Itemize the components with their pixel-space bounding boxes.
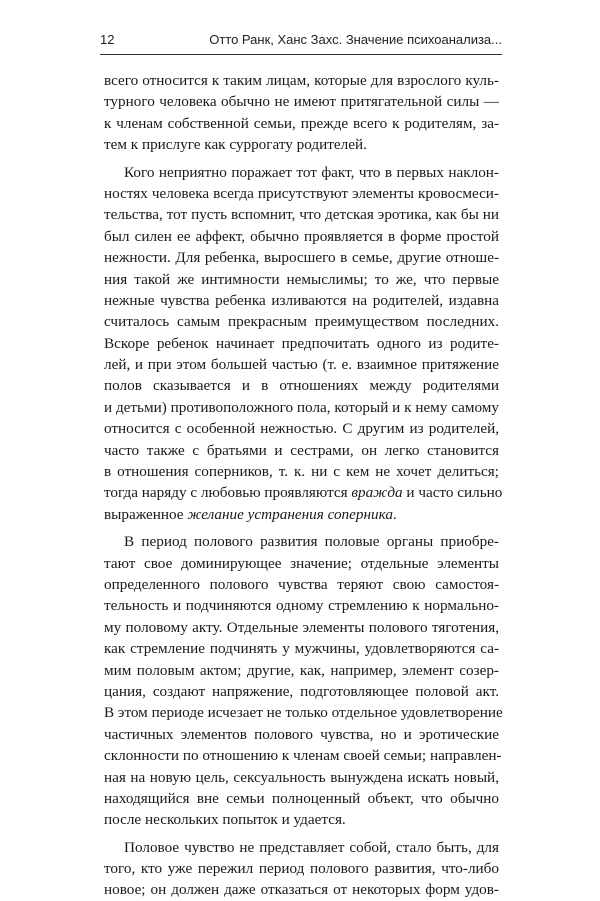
page-number: 12 (100, 32, 115, 47)
text-line: нежные чувства ребенка изливаются на родителей, издавна (104, 291, 499, 309)
text-line: Половое чувство не представляет собой, стало быть, для (124, 838, 499, 856)
text-line: склонности по отношению к членам своей семьи; направлен- (104, 747, 502, 765)
text-line: часто также с братьями и сестрами, он легко становится (104, 441, 499, 459)
text-line: ния такой же интимности немыслимы; то же, что первые (104, 270, 499, 288)
text-line: новое; он должен даже отказаться от некоторых форм удов- (104, 881, 499, 899)
text-line: В период полового развития половые органы приобре- (124, 533, 499, 551)
text-run: и часто сильно (402, 484, 503, 502)
text-line: Кого неприятно поражает тот факт, что в первых наклон- (124, 163, 499, 181)
text-line: Вскоре ребенок начинает предпочитать одного из родите- (104, 334, 499, 352)
text-line (104, 504, 499, 525)
text-line: В этом периоде исчезает не только отдельное удовлетворение (104, 704, 503, 722)
text-line: и детьми) противоположного пола, который и к нему самому (104, 398, 499, 416)
paragraph-4 (104, 837, 499, 901)
text-line: лей, и при этом большей частью (т. е. взаимное притяжение (104, 356, 499, 374)
paragraph-3 (104, 531, 503, 830)
text-line: всего относится к таким лицам, которые для взрослого куль- (104, 72, 499, 89)
text-line: тем к прислуге как суррогату родителей. (104, 136, 367, 154)
text-line: как стремление подчинять у мужчины, удовлетворяются са- (104, 640, 499, 658)
text-line: к членам собственной семьи, прежде всего к родителям, за- (104, 114, 499, 132)
text-line: ностях человека всегда присутствуют элементы кровосмеси- (104, 184, 499, 202)
text-line (104, 482, 503, 503)
running-head (100, 30, 502, 55)
text-run: выраженное (104, 505, 188, 523)
body-text (104, 70, 503, 901)
text-line: мим половым актом; другие, как, например, элемент созер- (104, 661, 499, 679)
paragraph-1 (104, 70, 499, 156)
text-line: определенного полового чувства теряют свою самостоя- (104, 575, 499, 593)
text-line: тают свое доминирующее значение; отдельные элементы (104, 554, 499, 572)
text-line: тельства, тот пусть вспомнит, что детская эротика, как бы ни (104, 206, 499, 224)
text-line: того, кто уже пережил период полового развития, что-либо (104, 860, 499, 878)
text-run: тогда наряду с любовью проявляются (104, 484, 352, 502)
text-line: полов сказывается и в отношениях между родителями (104, 377, 499, 395)
text-line: находящийся вне семьи полноценный объект, что обычно (104, 789, 499, 807)
text-line: цания, создают напряжение, подготовляющее половой акт. (104, 682, 499, 700)
text-line: турного человека обычно не имеют притягательной силы — (104, 93, 499, 111)
text-run: . (392, 505, 397, 523)
italic-emphasis: желание устранения соперника (187, 505, 393, 523)
text-line: частичных элементов полового чувства, но и эротические (104, 725, 499, 743)
text-line: ная на новую цель, сексуальность вынуждена искать новый, (104, 768, 499, 786)
text-line: относится с особенной нежностью. С другим из родителей, (104, 420, 499, 438)
paragraph-2 (104, 162, 503, 526)
text-line: считалось самым прекрасным преимуществом последних. (104, 313, 499, 331)
text-line: нежности. Для ребенка, выросшего в семье, другие отноше- (104, 249, 499, 267)
text-line: тельность и подчиняются одному стремлению к нормально- (104, 597, 499, 615)
text-line: после нескольких попыток и удается. (104, 811, 346, 829)
header-title: Отто Ранк, Ханс Захс. Значение психоанализа... (209, 32, 502, 47)
text-line: в отношения соперников, т. к. ни с кем не хочет делиться; (104, 463, 499, 481)
text-line: был силен ее аффект, обычно проявляется в форме простой (104, 227, 499, 245)
italic-emphasis: вражда (351, 484, 403, 502)
text-line: му половому акту. Отдельные элементы полового тяготения, (104, 618, 499, 636)
